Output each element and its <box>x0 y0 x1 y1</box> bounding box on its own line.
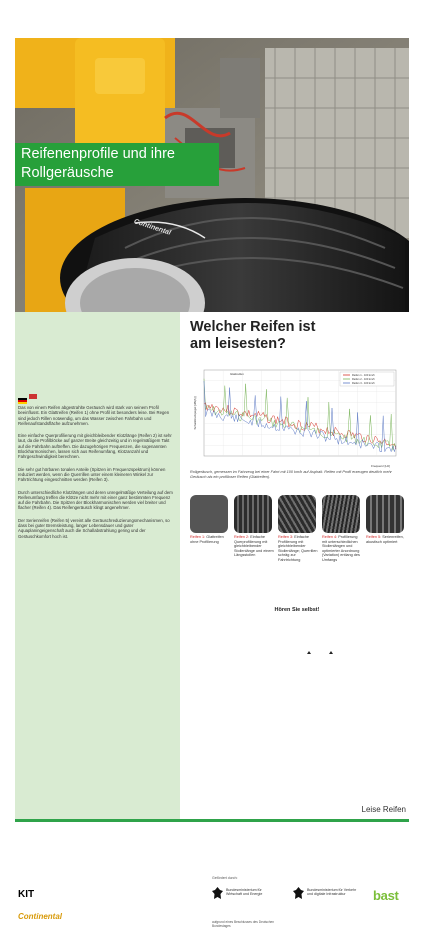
spectrum-chart-svg <box>190 366 404 472</box>
bmwi-logo <box>212 886 282 908</box>
chart-annotation: Glattreifen <box>230 372 244 376</box>
spectrum-chart <box>190 366 404 472</box>
body-paragraph: Durch unterschiedliche Klotzlängen und deren unregelmäßige Verteilung auf dem Reifenumfang treffen die Klötze nicht mehr mit einer ganz bestimmten Frequenz auf die Fahrbahn. Die Spitzen der Blockharmonischen werden viel breiter und flacher (Reifen 4). Das Reifengeräusch klingt angenehmer. <box>18 489 173 511</box>
german-flag-icon <box>18 398 27 404</box>
hero-title-line1: Reifenenprofile und ihre <box>21 146 175 162</box>
tyre-photo-4 <box>322 495 360 533</box>
kit-logo: KIT <box>18 889 35 900</box>
tyre-label-2: Reifen 2: Einfache Querprofilierung mit gleichbleibender Stollenlänge und einem Längsstollen <box>234 535 274 558</box>
continental-logo: Continental <box>18 912 62 921</box>
bmvi-logo-text: Bundesministerium für Verkehr und digitale Infrastruktur <box>307 888 357 897</box>
tyre-label-4: Reifen 4: Profilierung mit unterschiedlichen Stollenlängen und optimierter Anordnung (Variation) entlang des Umfangs <box>322 535 360 562</box>
funded-by-label: Gefördert durch: <box>212 876 238 880</box>
bmvi-logo <box>293 886 363 908</box>
bast-logo: bast <box>373 888 399 903</box>
footer-divider <box>15 819 409 822</box>
tyre-photo-3 <box>278 495 316 533</box>
body-text <box>18 405 176 546</box>
section-title <box>190 319 390 353</box>
body-paragraph: Eine einfache Querprofilierung mit gleichbleibender Klotzlänge (Reifen 2) ist sehr laut, da die Profilblöcke auf ganzer Breite gleichzeitig und in regelmäßigem Takt auf die Fahrbahn auftreffen. Die dazugehörigen Frequenzen, die sogenannten Blockharmonischen, lassen sich aus Reifenumfang, Klotzanzahl und Fahrgeschwindigkeit berechnen. <box>18 433 172 460</box>
eagle-icon <box>212 887 223 901</box>
section-title-line1: Welcher Reifen ist <box>190 319 316 335</box>
english-flag-icon <box>29 394 37 399</box>
tyre-label-3: Reifen 3: Einfache Profilierung mit gleichbleibender Stollenlänge; Querrillen schräg zur Fahrtrichtung <box>278 535 318 562</box>
legend-entry-1: Reifen 1 - 100 km/h <box>352 374 375 377</box>
section-title-line2: am leisesten? <box>190 336 286 352</box>
chart-xlabel: Frequenz [Hz] <box>371 464 390 468</box>
tyre-label-5: Reifen 5: Serienreifen, akustisch optimiert <box>366 535 404 544</box>
chart-ylabel: Schalldruckpegel [dB(A)] <box>193 396 197 430</box>
legend-entry-2: Reifen 2 - 100 km/h <box>352 378 375 381</box>
hero-title-line2: Rollgeräusche <box>21 165 114 181</box>
footer-label: Leise Reifen <box>361 805 406 814</box>
body-paragraph: Die sehr gut hörbaren tonalen Anteile (Spitzen im Frequenzspektrum) können reduziert werden, wenn die Querrillen unter einem kleineren Winkel zur Fahrtrichtung eingeschnitten werden (Reifen 3). <box>18 466 166 483</box>
hero-title <box>15 143 219 186</box>
funding-note: aufgrund eines Beschlusses des Deutschen Bundestages <box>212 920 275 928</box>
audio-indicator-icon[interactable] <box>305 651 335 655</box>
tyre-brand-label: Continental <box>132 218 172 237</box>
tyre-photo-5 <box>366 495 404 533</box>
tyre-photo-2 <box>234 495 272 533</box>
left-column <box>15 312 180 820</box>
eagle-icon <box>293 887 304 901</box>
listen-prompt: Hören Sie selbst! <box>274 607 320 613</box>
tyre-photos <box>190 495 404 535</box>
bmwi-logo-text: Bundesministerium für Wirtschaft und Energie <box>226 888 263 897</box>
body-paragraph: Das von einem Reifen abgestrahlte Geräusch wird stark von seinem Profil beeinflusst. Ein Glattreifen (Reifen 1) ohne Profil ist besonders leise. Bei Regen sind jedoch Rillen notwendig, um das Wasser zwischen Fahrbahn und Reifenaufstandsfläche aufzunehmen. <box>18 405 170 426</box>
tyre-photo-1 <box>190 495 228 533</box>
legend-entry-3: Reifen 3 - 100 km/h <box>352 382 375 385</box>
chart-caption: Rollgeräusch, gemessen im Fahrzeug bei einer Fahrt mit 100 km/h auf Asphalt. Reifen mit Profil erzeugen deutlich mehr Geräusch als ein profilloser Reifen (Glattreifen). <box>190 470 392 479</box>
chart-legend <box>340 372 394 386</box>
tyre-label-1: Reifen 1: Glattreifen ohne Profilierung <box>190 535 224 544</box>
body-paragraph: Der Serienreifen (Reifen 5) vereint alle Geräuschreduzierungsmechanismen, so dass bei guter Bremsleistung, langer Lebensdauer und guter Aquaplaningeigenschaft auch die Schallabstrahlung gering und der Geräuschkomfort hoch ist. <box>18 517 170 539</box>
